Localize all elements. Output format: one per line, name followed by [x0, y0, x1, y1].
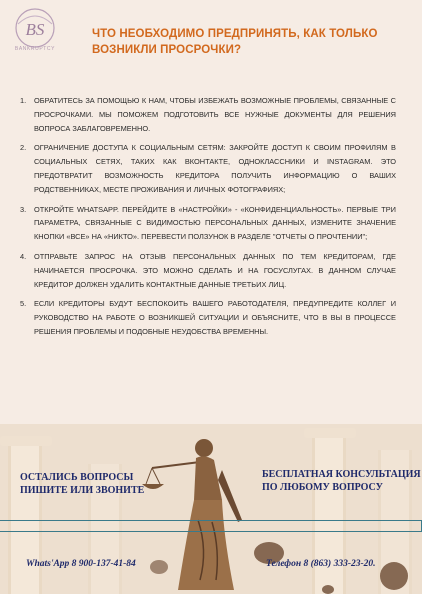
step-text: ОБРАТИТЕСЬ ЗА ПОМОЩЬЮ К НАМ, ЧТОБЫ ИЗБЕЖАТЬ ВОЗМОЖНЫЕ ПРОБЛЕМЫ, СВЯЗАННЫЕ С ПРОСРОЧКАМИ. МЫ ПОМОЖЕМ ПОДГОТОВИТЬ ВСЕ НУЖНЫЕ ДОКУМЕНТЫ ДЛЯ РЕШЕНИЯ ВОПРОСА ЗАБЛАГОВРЕМЕННО. [34, 96, 396, 133]
step-text: ОТПРАВЬТЕ ЗАПРОС НА ОТЗЫВ ПЕРСОНАЛЬНЫХ ДАННЫХ ПО ТЕМ КРЕДИТОРАМ, ГДЕ НАЧИНАЕТСЯ ПРОСРОЧКА. ЭТО МОЖНО СДЕЛАТЬ И НА ГОСУСЛУГАХ. В ДАННОМ СЛУЧАЕ КРЕДИТОР ДОЛЖЕН УДАЛИТЬ КОНТАКТНЫЕ ДАННЫЕ ТРЕТЬИХ ЛИЦ. [34, 251, 396, 289]
company-logo [6, 6, 64, 54]
step-number: 2. [20, 143, 27, 153]
divider-box [0, 520, 422, 532]
list-item [20, 297, 396, 338]
whatsapp-number[interactable]: Whats'App 8 900-137-41-84 [26, 559, 136, 569]
phone-number[interactable]: Телефон 8 (863) 333-23-20. [266, 559, 376, 569]
contact-callout: ОСТАЛИСЬ ВОПРОСЫ ПИШИТЕ ИЛИ ЗВОНИТЕ [20, 472, 145, 496]
step-number: 3. [20, 204, 27, 214]
steps-list [20, 94, 396, 345]
logo-letters: BS [25, 20, 45, 39]
decorative-column-capital [0, 436, 52, 446]
list-item [20, 141, 396, 196]
list-item [20, 250, 396, 291]
logo-emblem-icon [6, 6, 64, 54]
list-item [20, 94, 396, 135]
step-number: 1. [20, 96, 27, 105]
step-text: ОГРАНИЧЕНИЕ ДОСТУПА К СОЦИАЛЬНЫМ СЕТЯМ: ЗАКРОЙТЕ ДОСТУП К СВОИМ ПРОФИЛЯМ В СОЦИАЛЬНЫХ СЕТЯХ, ТАКИХ КАК ВКОНТАКТЕ, ОДНОКЛАССНИКИ И INSTAGRAM. ЭТО ПРЕДОТВРАТИТ ВОЗМОЖНОСТЬ КРЕДИТОРА ПОЛУЧИТЬ ИНФОРМАЦИЮ О ВАШИХ РОДСТВЕННИКАХ, МЕСТЕ ПРОЖИВАНИЯ И ЛИЧНЫХ ФОТОГРАФИЯХ; [34, 143, 396, 194]
consultation-callout: БЕСПЛАТНАЯ КОНСУЛЬТАЦИЯ ПО ЛЮБОМУ ВОПРОСУ [262, 469, 421, 493]
step-text: ЕСЛИ КРЕДИТОРЫ БУДУТ БЕСПОКОИТЬ ВАШЕГО РАБОТОДАТЕЛЯ, ПРЕДУПРЕДИТЕ КОЛЛЕГ И РУКОВОДСТВО НА РАБОТЕ О ВОЗНИКШЕЙ СИТУАЦИИ И ОБЪЯСНИТЕ, ЧТО В ВЫ В ПРОЦЕССЕ РЕШЕНИЯ ПРОБЛЕМЫ И ПОДОБНЫЕ НЕУДОБСТВА ВРЕМЕННЫ. [34, 299, 396, 336]
step-text: ОТКРОЙТЕ WHATSAPP. ПЕРЕЙДИТЕ В «НАСТРОЙКИ» - «КОНФИДЕНЦИАЛЬНОСТЬ». ПЕРВЫЕ ТРИ ПАРАМЕТРА, СВЯЗАННЫЕ С ВИДИМОСТЬЮ ПЕРСОНАЛЬНЫХ ДАННЫХ, ИЗМЕНИТЕ ЗНАЧЕНИЕ КНОПКИ «ВСЕ» НА «НИКТО». ПЕРЕВЕСТИ ПОЛЗУНОК В РАЗДЕЛЕ "ОТЧЕТЫ О ПРОЧТЕНИИ"; [34, 204, 396, 242]
decorative-column [8, 442, 42, 594]
ink-splash [380, 562, 408, 590]
decorative-column-capital [304, 428, 356, 438]
decorative-column [312, 434, 346, 594]
list-item [20, 203, 396, 244]
page-title: ЧТО НЕОБХОДИМО ПРЕДПРИНЯТЬ, КАК ТОЛЬКО ВОЗНИКЛИ ПРОСРОЧКИ? [92, 28, 378, 56]
logo-subtitle: BANKRUPTCY [14, 46, 56, 52]
lady-justice-illustration [138, 430, 258, 594]
step-number: 5. [20, 299, 27, 309]
ink-splash [322, 585, 334, 594]
step-number: 4. [20, 251, 27, 261]
justice-scales-icon [138, 430, 258, 594]
